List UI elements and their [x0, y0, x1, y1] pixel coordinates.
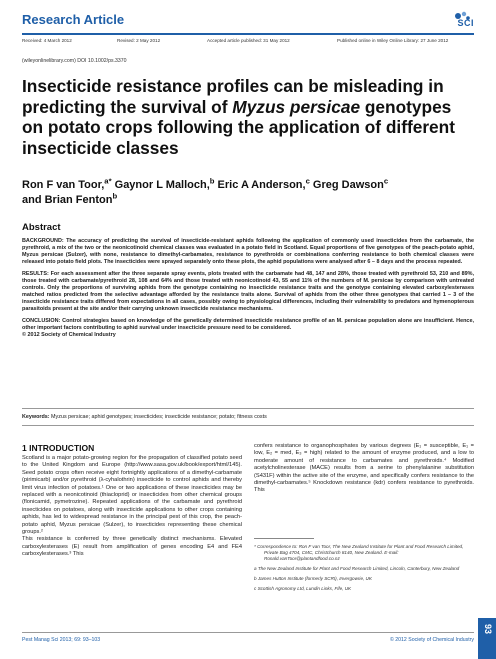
author-2: Gaynor L Malloch,	[111, 179, 210, 191]
abstract-conclusion: CONCLUSION: Control strategies based on knowledge of the genetically determined insecticide resistance profile of an M. persicae population alone are insufficient. Hence, other important factors contributing to aphid survival under insecticide pressure need to be considered.	[22, 317, 474, 331]
author-1: Ron F van Toor,	[22, 179, 105, 191]
keywords-line	[22, 414, 474, 420]
author-5-affiliation: b	[112, 191, 118, 201]
keywords-bottom-rule	[22, 425, 474, 426]
journal-citation: Pest Manag Sci 2013; 69: 93–103	[22, 637, 101, 643]
abstract-background: BACKGROUND: The accuracy of predicting the survival of insecticide-resistant aphids following the application of commonly used insecticides from the carbamate, the pyrethroid, a mix of the two or the neonicotinoid chemical classes was evaluated in a potato field in Scotland. Equal proportions of five genotypes of the peach-potato aphid, Myzus persicae (Sulzer), with none, resistance to dimethyl-carbamates, resistance to pyrethroids or combinations conferring resistance to both chemical classes were released into potato field plots. The insecticides were sprayed separately onto these plots, the aphid populations were analysed after 6 – 8 days and the process repeated.	[22, 238, 474, 266]
section-heading-introduction: 1 INTRODUCTION	[22, 443, 95, 453]
author-list	[22, 178, 474, 208]
abstract-body	[22, 238, 474, 343]
footnote-affiliation-b: b James Hutton Institute (formerly SCRI), Invergowrie, UK	[254, 576, 372, 581]
footer-copyright: © 2012 Society of Chemical Industry	[390, 637, 474, 643]
page-header	[22, 10, 474, 32]
footnote-correspondence: * Correspondence to: Ron F van Toor, The New Zealand Institute for Plant and Food Research Limited, Private Bag 4704, CMC, Christchurch 8140, New Zealand. E-mail: Ronald.vanToor@plantandfood.co.nz	[254, 544, 464, 561]
introduction-column-right	[254, 443, 474, 495]
author-4-affiliation: c	[383, 176, 389, 186]
intro-paragraph-2: This resistance is conferred by three genetically distinct mechanisms. Elevated carboxylesterases (E) result from amplification of genes encoding E4 and FE4 carboxylesterases.³ This	[22, 536, 242, 558]
article-type-label: Research Article	[22, 12, 125, 27]
publication-dates	[22, 38, 474, 48]
author-3: Eric A Anderson,	[214, 179, 306, 191]
revised-date: Revised: 2 May 2012	[117, 38, 161, 43]
abstract-heading: Abstract	[22, 222, 61, 233]
footnote-affiliation-a: a The New Zealand Institute for Plant and Food Research Limited, Lincoln, Canterbury, New Zealand	[254, 566, 460, 571]
keywords-label: Keywords:	[22, 414, 50, 420]
footnote-affiliation-c: c Scottish Agronomy Ltd, Lundin Links, Fife, UK	[254, 586, 352, 591]
article-title	[22, 76, 474, 158]
accepted-date: Accepted article published: 31 May 2012	[207, 38, 290, 43]
keywords-top-rule	[22, 408, 474, 409]
title-part1: Insecticide resistance profiles can be misleading in predicting the survival of	[22, 76, 444, 117]
page-number-tab	[478, 618, 496, 659]
sci-logo	[434, 10, 474, 32]
author-5: and Brian Fenton	[22, 194, 113, 206]
footnote-rule	[254, 538, 314, 539]
keywords-text: Myzus persicae; aphid genotypes; insecticides; insecticide resistance; potato; fitness costs	[49, 414, 267, 420]
introduction-column-left	[22, 455, 242, 559]
abstract-copyright: © 2012 Society of Chemical Industry	[22, 331, 116, 338]
abstract-results: RESULTS: For each assessment after the three separate spray events, plots treated with the carbamate had 48, 147 and 28%, those treated with pyrethroid 53, 210 and 89%, those treated with carbamate/pyrethroid 28, 108 and 64% and those treated with neonicotinoid 43, 55 and 11% of the numbers of M. persicae by comparison with untreated controls. Only the proportions of surviving aphids from the genotype containing no insecticide resistance traits and the genotype containing elevated carboxylesterases matched ratios predicted from the selective advantage afforded by the resistance traits alone. Survival of aphids from the other three genotypes that carried 1 – 3 of the insecticide resistance traits differed from expectations in all cases, possibly owing to physiological differences, including their vulnerability to predators and hymenopterous parasitoids present at the site and/or their carrying unknown insecticide resistance mechanisms.	[22, 270, 474, 313]
footer-rule	[22, 632, 474, 633]
page-number: 93	[483, 623, 493, 634]
received-date: Received: 4 March 2012	[22, 38, 72, 43]
author-2-affiliation: b	[209, 176, 215, 186]
footnotes	[254, 544, 474, 596]
sci-logo-text: SCI	[457, 18, 474, 28]
published-date: Published online in Wiley Online Library: 27 June 2012	[337, 38, 449, 43]
intro-paragraph-1: Scotland is a major potato-growing region for the propagation of classified potato seed to the United Kingdom and Europe (http://www.sasa.gov.uk/book/export/html/145). Seed potato crops often receive eight fortnightly applications of a dimethyl-carbamate (pirimicarb) and/or pyrethroid (λ-cyhalothrin) insecticide to control aphids and thereby limit virus infection of potatoes.¹ One or two applications of these insecticides may be replaced with a neonicotinoid (thiacloprid) or insecticides from other chemical groups (flonicamid, pymetrozine). Repeated applications of the carbamate and pyrethroid insecticides on potatoes, along with insecticide applications to other crops containing aphids, has led to widespread resistance in the principal pest of this crop, the peach-potato aphid, Myzus persicae (Sulzer), to insecticides representing these chemical groups.²	[22, 455, 242, 536]
header-rule	[22, 33, 474, 35]
title-part2: genotypes on potato crops following the application of different insecticide classes	[22, 96, 455, 158]
title-species: Myzus persicae	[232, 96, 361, 117]
intro-paragraph-continued: confers resistance to organophosphates by various degrees (E₁ = susceptible, E₁ = low, E₂ = med, E₃ = high) related to the amount of enzyme produced, and a low to moderate amount of resistance to carbamates and pyrethroids.⁴ Modified acetylcholinesterase (MACE) results from a serine to phenylalanine substitution (S431F) within the active site of the enzyme, and specifically confers resistance to the dimethyl-carbamates.⁵ Knockdown resistance (kdr) confers resistance to pyrethroids. This	[254, 443, 474, 494]
author-3-affiliation: c	[305, 176, 310, 186]
author-4: Greg Dawson	[309, 179, 384, 191]
doi-line: (wileyonlinelibrary.com) DOI 10.1002/ps.3370	[22, 58, 127, 64]
author-1-affiliation: a*	[104, 176, 112, 186]
